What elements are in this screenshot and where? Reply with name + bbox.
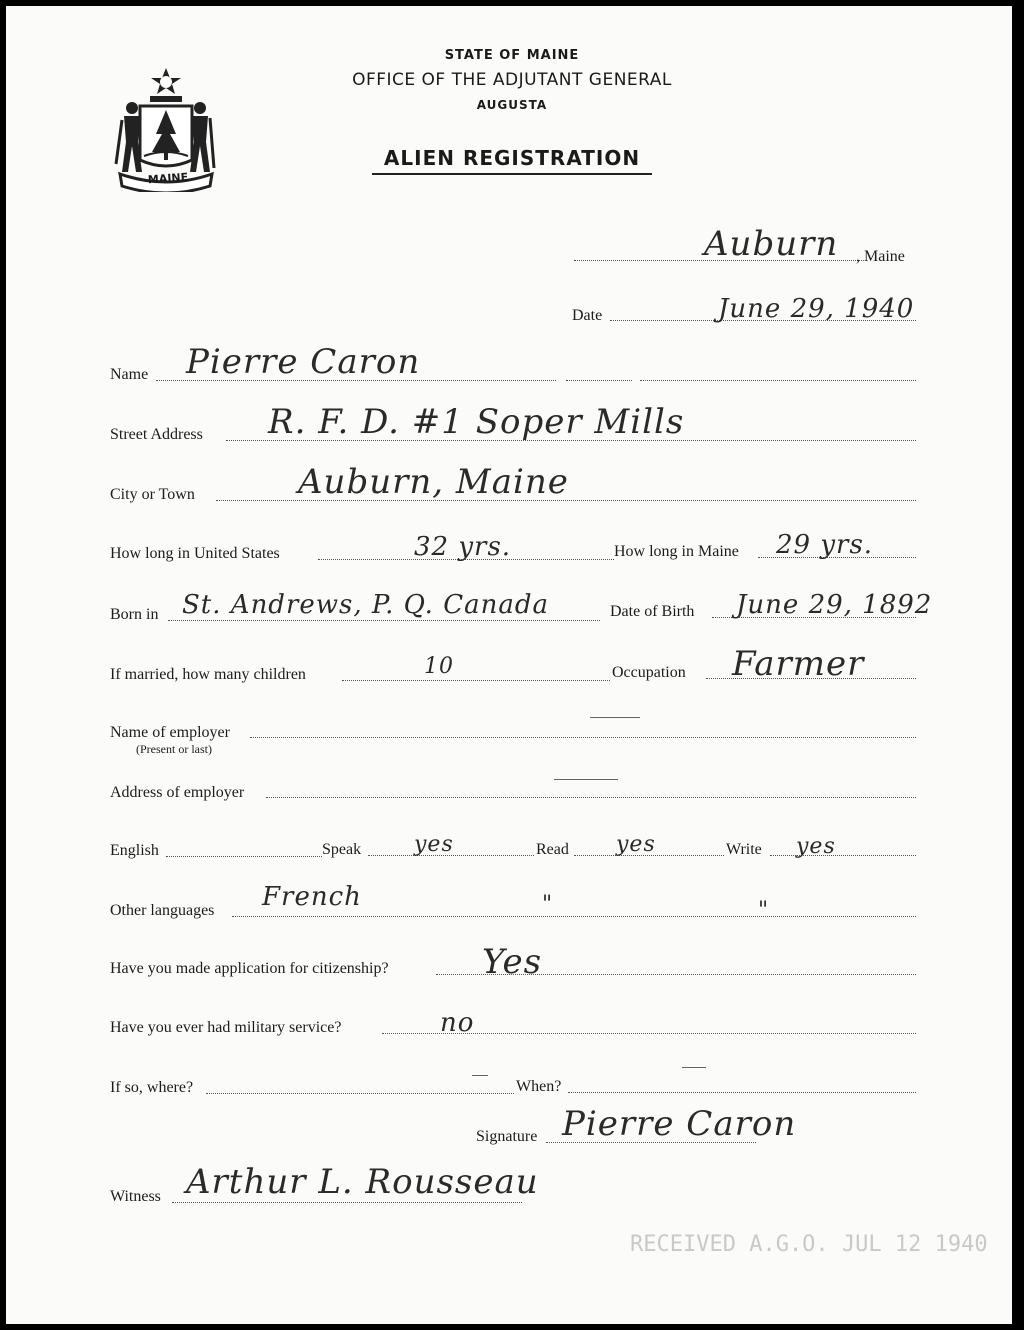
other-languages-value: French — [262, 882, 362, 912]
years-us-label: How long in United States — [110, 545, 280, 562]
write-line — [770, 855, 916, 856]
name-value: Pierre Caron — [186, 342, 421, 382]
date-value: June 29, 1940 — [718, 294, 915, 324]
years-maine-value: 29 yrs. — [776, 530, 874, 560]
citizenship-value: Yes — [482, 942, 543, 982]
registration-form — [6, 6, 1012, 1324]
english-label: English — [110, 842, 159, 859]
speak-label: Speak — [322, 841, 362, 858]
received-stamp: RECEIVED A.G.O. JUL 12 1940 — [630, 1232, 988, 1257]
write-label: Write — [726, 841, 762, 858]
name-label: Name — [110, 366, 149, 383]
town-value: Auburn — [704, 224, 839, 264]
english-read-value: yes — [616, 832, 656, 857]
born-in-value: St. Andrews, P. Q. Canada — [182, 590, 549, 620]
date-of-birth-label: Date of Birth — [610, 603, 695, 620]
years-us-value: 32 yrs. — [414, 532, 512, 562]
city-label: City or Town — [110, 486, 195, 503]
header-city: AUGUSTA — [476, 98, 548, 112]
maine-suffix-label: , Maine — [856, 248, 905, 265]
other-languages-ditto-1: " — [542, 892, 554, 917]
header-office: OFFICE OF THE ADJUTANT GENERAL — [352, 70, 672, 90]
street-label: Street Address — [110, 426, 203, 443]
other-languages-line — [232, 916, 916, 917]
witness-value: Arthur L. Rousseau — [186, 1162, 539, 1202]
employer-name-dash — [590, 717, 640, 718]
signature-value: Pierre Caron — [562, 1104, 797, 1144]
other-languages-label: Other languages — [110, 902, 215, 919]
occupation-label: Occupation — [612, 664, 686, 681]
born-in-line — [168, 620, 600, 621]
employer-address-label: Address of employer — [110, 784, 245, 801]
occupation-value: Farmer — [732, 644, 865, 684]
english-write-value: yes — [796, 834, 836, 859]
signature-label: Signature — [476, 1128, 538, 1145]
witness-label: Witness — [110, 1188, 161, 1205]
where-label: If so, where? — [110, 1079, 194, 1096]
where-line — [206, 1093, 514, 1094]
city-value: Auburn, Maine — [298, 462, 569, 502]
military-label: Have you ever had military service? — [110, 1019, 342, 1036]
employer-address-dash — [554, 779, 618, 780]
children-label: If married, how many children — [110, 666, 306, 683]
witness-line — [172, 1202, 522, 1203]
seal-banner-text: MAINE — [147, 170, 189, 187]
children-value: 10 — [424, 654, 454, 679]
employer-name-note: (Present or last) — [136, 742, 212, 756]
name-line-3 — [640, 380, 916, 381]
where-dash — [472, 1075, 488, 1076]
title-underline — [372, 173, 652, 175]
when-line — [568, 1092, 916, 1093]
employer-address-line — [266, 797, 916, 798]
name-line-2 — [566, 380, 632, 381]
citizenship-label: Have you made application for citizenship? — [110, 960, 389, 977]
date-label: Date — [572, 307, 603, 324]
when-dash — [682, 1067, 706, 1068]
military-value: no — [440, 1008, 475, 1038]
employer-name-label: Name of employer — [110, 724, 230, 741]
page-title: ALIEN REGISTRATION — [383, 146, 641, 170]
when-label: When? — [516, 1078, 562, 1095]
years-maine-label: How long in Maine — [614, 543, 739, 560]
date-of-birth-value: June 29, 1892 — [736, 590, 933, 620]
other-languages-ditto-2: " — [758, 898, 770, 923]
header-state: STATE OF MAINE — [444, 48, 580, 63]
employer-name-line — [250, 737, 916, 738]
english-line — [166, 856, 322, 857]
read-label: Read — [536, 841, 569, 858]
english-speak-value: yes — [414, 832, 454, 857]
born-in-label: Born in — [110, 606, 159, 623]
children-line — [342, 680, 610, 681]
street-value: R. F. D. #1 Soper Mills — [268, 402, 685, 442]
